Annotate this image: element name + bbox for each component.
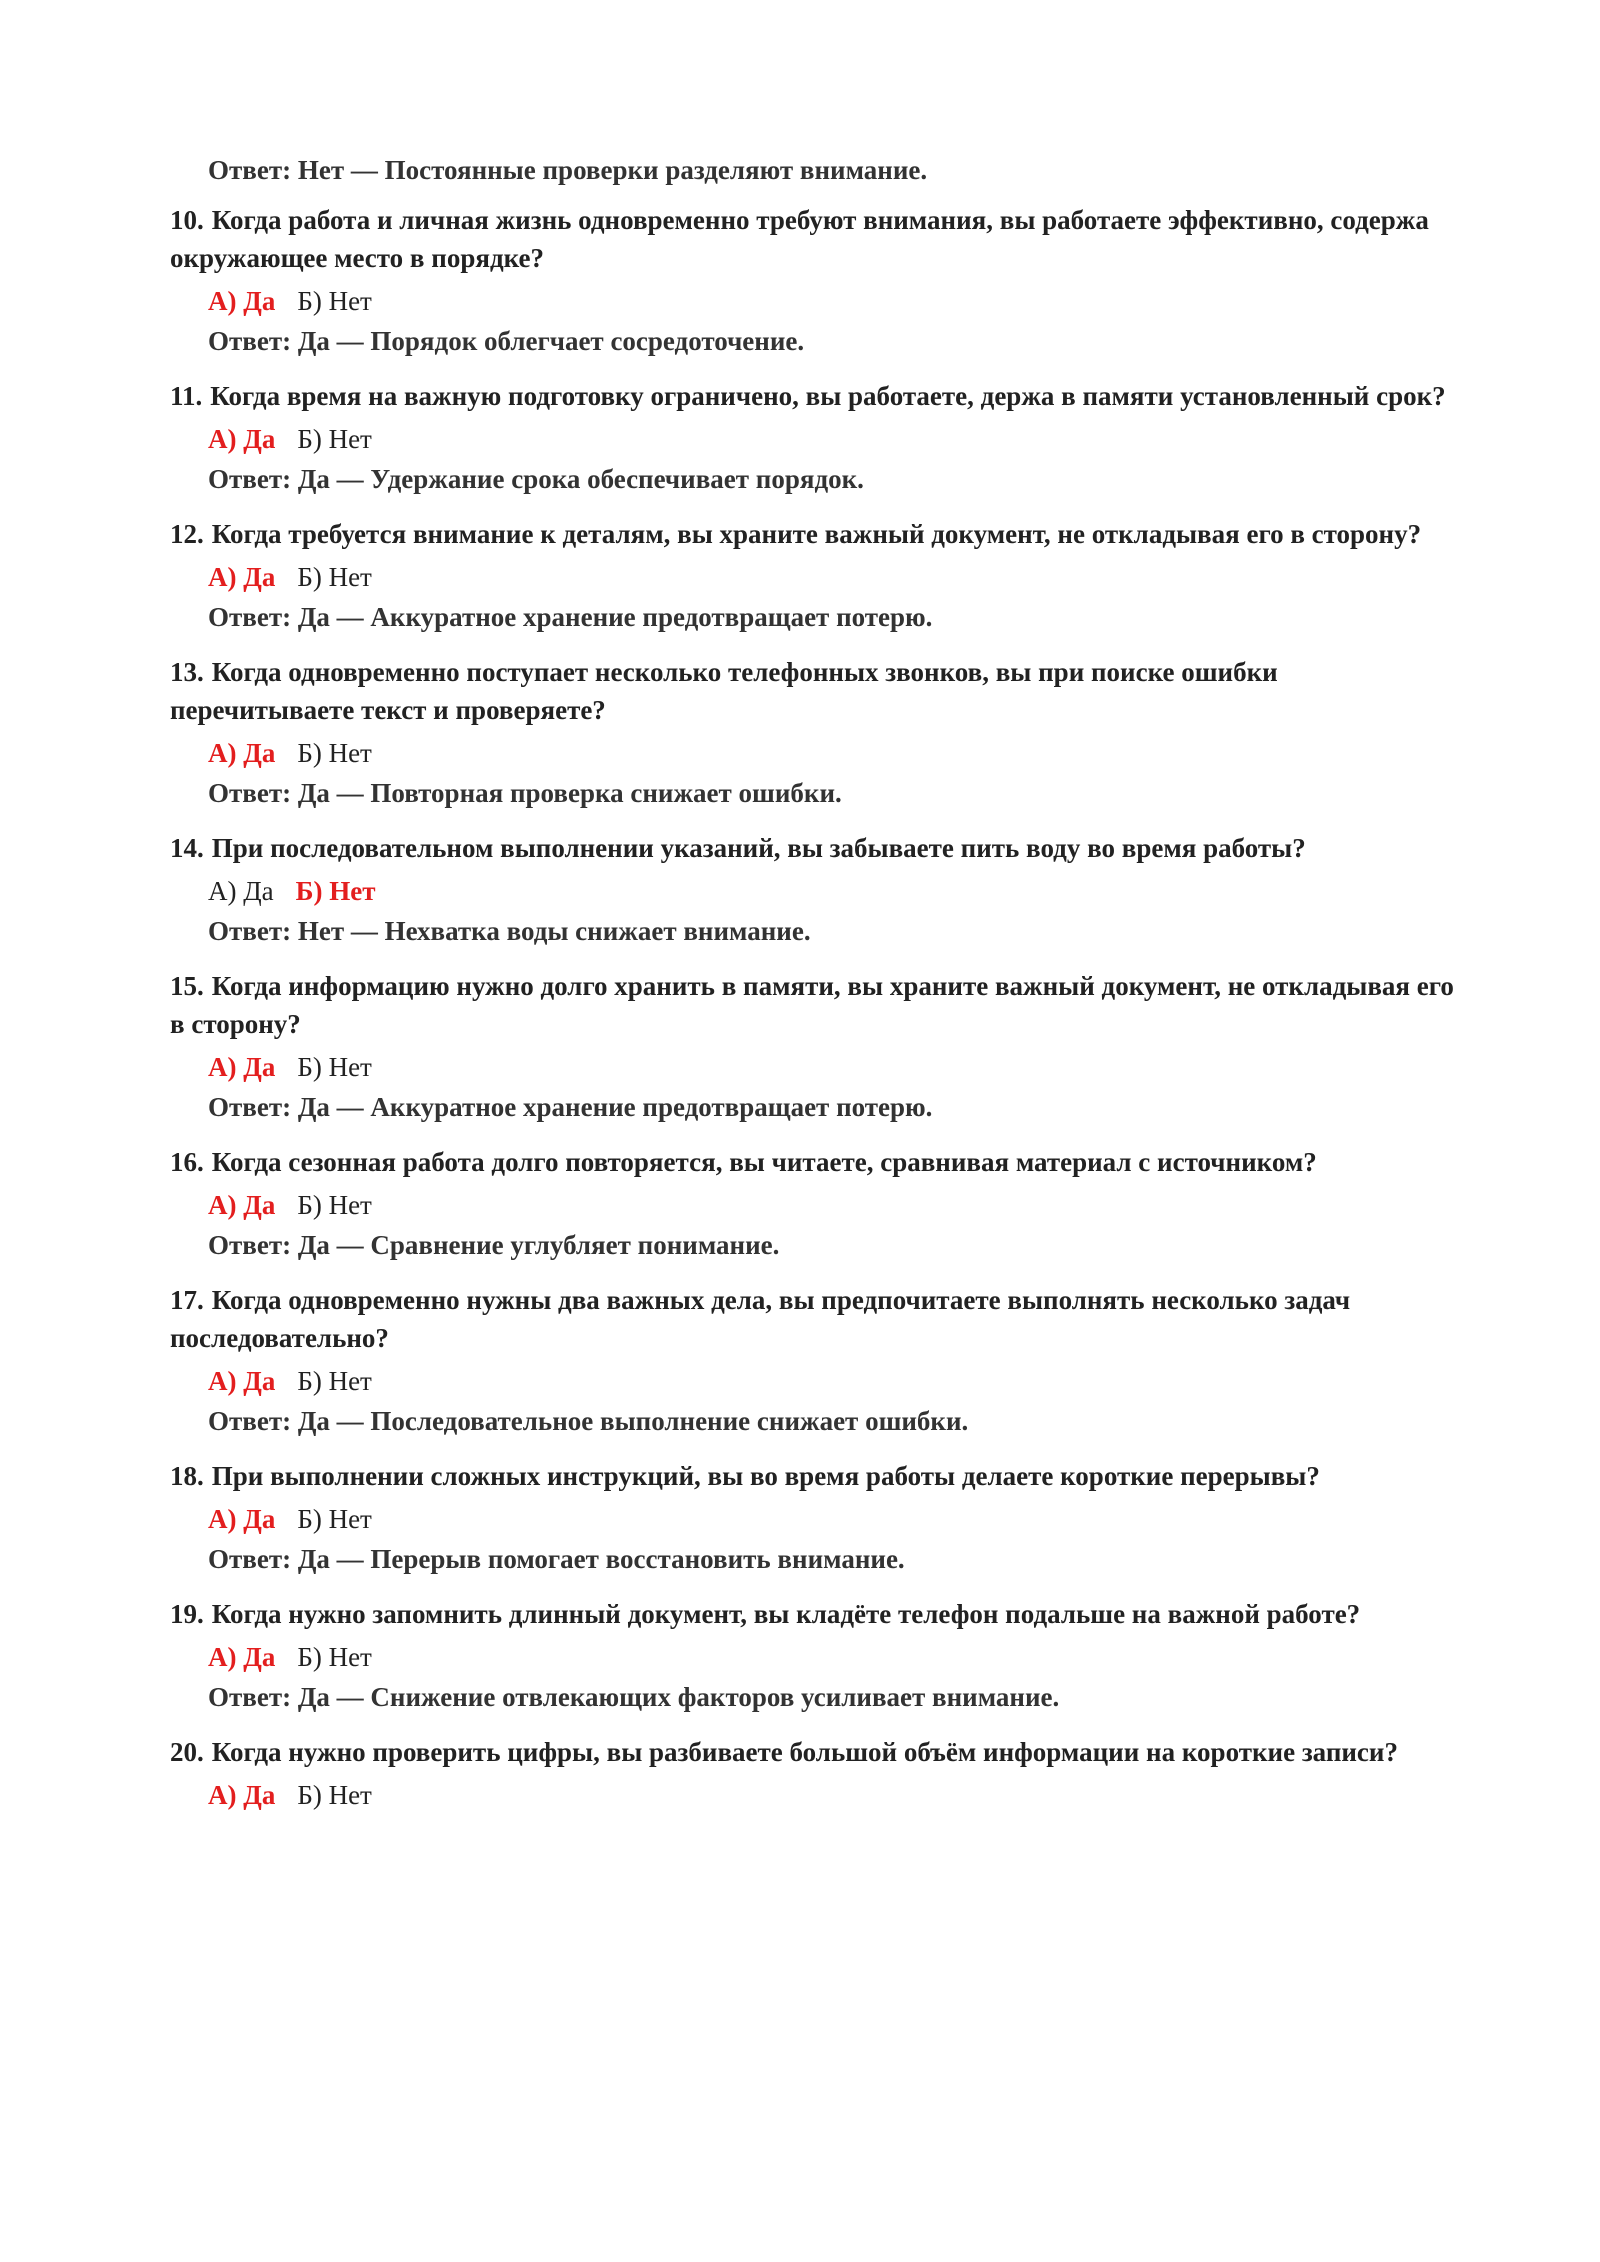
question-body: Когда информацию нужно долго хранить в памяти, вы храните важный документ, не откладывая его в сторону? (170, 971, 1454, 1039)
answer-options (170, 1499, 1460, 1539)
question-item (170, 1281, 1460, 1442)
question-number: 12. (170, 519, 204, 549)
question-body: Когда сезонная работа долго повторяется, вы читаете, сравнивая материал с источником? (211, 1147, 1317, 1177)
answer-options (170, 1185, 1460, 1225)
option-a: А) Да (208, 1642, 276, 1672)
option-a: А) Да (208, 286, 276, 316)
answer-options (170, 871, 1460, 911)
option-b: Б) Нет (295, 876, 376, 906)
question-item (170, 515, 1460, 638)
question-number: 19. (170, 1599, 204, 1629)
question-body: При выполнении сложных инструкций, вы во время работы делаете короткие перерывы? (211, 1461, 1320, 1491)
option-a: А) Да (208, 424, 276, 454)
question-body: Когда время на важную подготовку ограничено, вы работаете, держа в памяти установленный срок? (210, 381, 1446, 411)
question-number: 14. (170, 833, 204, 863)
option-a: А) Да (208, 1366, 276, 1396)
option-a: А) Да (208, 1190, 276, 1220)
option-a: А) Да (208, 1780, 276, 1810)
question-item (170, 653, 1460, 814)
question-number: 17. (170, 1285, 204, 1315)
answer-options (170, 1637, 1460, 1677)
question-item (170, 967, 1460, 1128)
question-text (170, 201, 1460, 277)
question-item (170, 1143, 1460, 1266)
question-text (170, 1143, 1460, 1181)
answer-line: Ответ: Да — Повторная проверка снижает ошибки. (208, 778, 842, 808)
option-a: А) Да (208, 562, 276, 592)
option-b: Б) Нет (297, 1780, 372, 1810)
question-item (170, 1595, 1460, 1718)
question-body: Когда нужно проверить цифры, вы разбиваете большой объём информации на короткие записи? (211, 1737, 1398, 1767)
option-a: А) Да (208, 876, 274, 906)
question-number: 16. (170, 1147, 204, 1177)
question-list (170, 150, 1460, 1830)
answer-line: Ответ: Да — Сравнение углубляет понимание. (208, 1230, 780, 1260)
option-b: Б) Нет (297, 424, 372, 454)
question-body: Когда нужно запомнить длинный документ, вы кладёте телефон подальше на важной работе? (211, 1599, 1361, 1629)
answer-line: Ответ: Нет — Постоянные проверки разделяют внимание. (208, 155, 928, 185)
answer-line: Ответ: Да — Аккуратное хранение предотвращает потерю. (208, 602, 933, 632)
question-body: При последовательном выполнении указаний, вы забываете пить воду во время работы? (211, 833, 1306, 863)
question-body: Когда работа и личная жизнь одновременно требуют внимания, вы работаете эффективно, содержа окружающее место в порядке? (170, 205, 1429, 273)
question-item (170, 829, 1460, 952)
option-a: А) Да (208, 1052, 276, 1082)
option-a: А) Да (208, 1504, 276, 1534)
question-item (170, 1457, 1460, 1580)
option-b: Б) Нет (297, 1366, 372, 1396)
question-number: 20. (170, 1737, 204, 1767)
answer-options (170, 1361, 1460, 1401)
answer-options (170, 1775, 1460, 1815)
question-number: 10. (170, 205, 204, 235)
question-text (170, 967, 1460, 1043)
question-text (170, 377, 1460, 415)
question-number: 13. (170, 657, 204, 687)
question-body: Когда одновременно поступает несколько телефонных звонков, вы при поиске ошибки перечитываете текст и проверяете? (170, 657, 1278, 725)
option-b: Б) Нет (297, 286, 372, 316)
question-text (170, 1281, 1460, 1357)
question-item (170, 1733, 1460, 1815)
question-text (170, 1457, 1460, 1495)
question-item (170, 201, 1460, 362)
answer-line: Ответ: Нет — Нехватка воды снижает внимание. (208, 916, 811, 946)
question-text (170, 1595, 1460, 1633)
answer-options (170, 1047, 1460, 1087)
option-b: Б) Нет (297, 1504, 372, 1534)
answer-options (170, 733, 1460, 773)
answer-line: Ответ: Да — Аккуратное хранение предотвращает потерю. (208, 1092, 933, 1122)
question-number: 18. (170, 1461, 204, 1491)
answer-line: Ответ: Да — Снижение отвлекающих факторов усиливает внимание. (208, 1682, 1060, 1712)
question-item (170, 377, 1460, 500)
question-text (170, 829, 1460, 867)
option-b: Б) Нет (297, 738, 372, 768)
question-number: 15. (170, 971, 204, 1001)
answer-line: Ответ: Да — Удержание срока обеспечивает порядок. (208, 464, 864, 494)
answer-line: Ответ: Да — Порядок облегчает сосредоточение. (208, 326, 805, 356)
option-b: Б) Нет (297, 1190, 372, 1220)
answer-line: Ответ: Да — Перерыв помогает восстановить внимание. (208, 1544, 905, 1574)
question-number: 11. (170, 381, 203, 411)
question-text (170, 515, 1460, 553)
answer-options (170, 557, 1460, 597)
question-body: Когда одновременно нужны два важных дела, вы предпочитаете выполнять несколько задач последовательно? (170, 1285, 1351, 1353)
question-body: Когда требуется внимание к деталям, вы храните важный документ, не откладывая его в сторону? (211, 519, 1422, 549)
answer-options (170, 281, 1460, 321)
answer-options (170, 419, 1460, 459)
question-text (170, 653, 1460, 729)
option-a: А) Да (208, 738, 276, 768)
option-b: Б) Нет (297, 1642, 372, 1672)
option-b: Б) Нет (297, 1052, 372, 1082)
option-b: Б) Нет (297, 562, 372, 592)
answer-line: Ответ: Да — Последовательное выполнение снижает ошибки. (208, 1406, 969, 1436)
question-text (170, 1733, 1460, 1771)
